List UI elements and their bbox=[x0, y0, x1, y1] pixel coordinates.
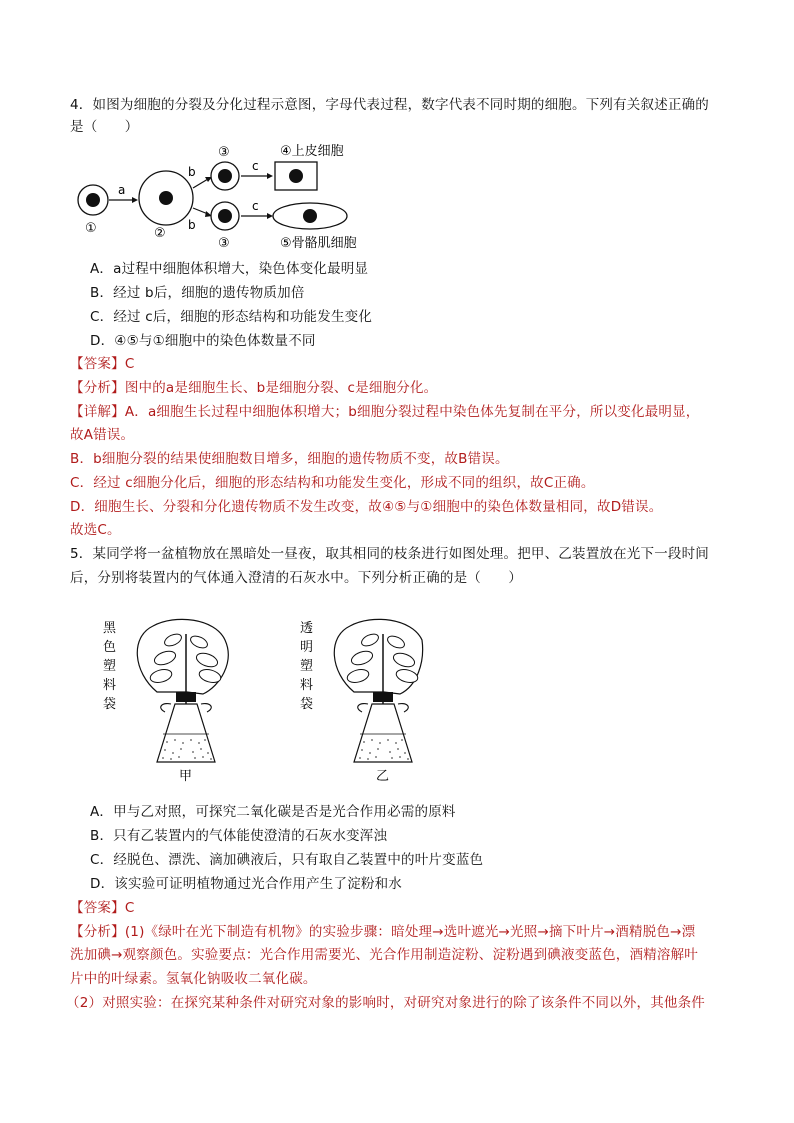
left-bag-char: 塑 bbox=[103, 659, 117, 674]
arrow-c-bottom-icon bbox=[267, 213, 273, 219]
q4-option-c: C．经过 c后，细胞的形态结构和功能发生变化 bbox=[90, 309, 373, 325]
answer-tag: 【答案】 bbox=[70, 356, 125, 372]
q4-analysis bbox=[70, 377, 730, 399]
analysis-text: (1)《绿叶在光下制造有机物》的实验步骤：暗处理→选叶遮光→光照→摘下叶片→酒精脱色→漂 bbox=[124, 924, 696, 940]
apparatus-jia bbox=[103, 619, 228, 784]
q5-analysis-line2: 洗加碘→观察颜色。实验要点：光合作用需要光、光合作用制造淀粉、淀粉遇到碘液变蓝色，酒精溶解叶 bbox=[70, 947, 699, 963]
analysis-tag: 【分析】 bbox=[70, 380, 125, 396]
q4-detail-line5: D．细胞生长、分裂和分化遗传物质不发生改变，故④⑤与①细胞中的染色体数量相同，故D错误。 bbox=[70, 499, 663, 515]
q4-detail-line3: B．b细胞分裂的结果使细胞数目增多，细胞的遗传物质不变，故B错误。 bbox=[70, 451, 509, 467]
q5-analysis-line4: （2）对照实验：在探究某种条件对研究对象的影响时，对研究对象进行的除了该条件不同以外，其他条件 bbox=[66, 995, 705, 1011]
q4-option-b: B．经过 b后，细胞的遗传物质加倍 bbox=[90, 285, 305, 301]
label-yi: 乙 bbox=[376, 769, 390, 784]
q5-analysis-line3: 片中的叶绿素。氢氧化钠吸收二氧化碳。 bbox=[70, 971, 317, 987]
q4-option-d: D．④⑤与①细胞中的染色体数量不同 bbox=[90, 333, 316, 349]
label-skeletal: ⑤骨骼肌细胞 bbox=[280, 236, 357, 251]
arrow-c-top-icon bbox=[267, 173, 273, 179]
label-3-top: ③ bbox=[218, 145, 230, 160]
q5-option-d: D．该实验可证明植物通过光合作用产生了淀粉和水 bbox=[90, 876, 402, 892]
answer-value: C bbox=[124, 356, 135, 372]
q4-detail-line4: C．经过 c细胞分化后，细胞的形态结构和功能发生变化，形成不同的组织，故C正确。 bbox=[70, 475, 595, 491]
right-bag-char: 料 bbox=[300, 678, 314, 693]
letter-c-top: c bbox=[252, 159, 259, 173]
label-3-bottom: ③ bbox=[218, 236, 230, 251]
letter-b-top: b bbox=[188, 165, 196, 179]
answer-tag: 【答案】 bbox=[70, 900, 125, 916]
q4-detail-line1 bbox=[70, 401, 730, 423]
q5-stem-line2: 后，分别将装置内的气体通入澄清的石灰水中。下列分析正确的是（ ） bbox=[70, 570, 523, 586]
q5-option-a: A．甲与乙对照，可探究二氧化碳是否是光合作用必需的原料 bbox=[90, 804, 456, 820]
right-bag-char: 塑 bbox=[300, 659, 314, 674]
analysis-tag: 【分析】 bbox=[70, 924, 125, 940]
flask bbox=[354, 704, 412, 762]
q4-stem-line1: 4．如图为细胞的分裂及分化过程示意图，字母代表过程，数字代表不同时期的细胞。下列有关叙述正确的 bbox=[70, 97, 709, 113]
flask bbox=[157, 704, 215, 762]
letter-b-bottom: b bbox=[188, 218, 196, 232]
left-bag-char: 袋 bbox=[103, 697, 117, 712]
analysis-text: 图中的a是细胞生长、b是细胞分裂、c是细胞分化。 bbox=[124, 380, 438, 396]
right-bag-char: 明 bbox=[300, 640, 314, 655]
plant-experiment-diagram bbox=[95, 612, 425, 792]
answer-value: C bbox=[124, 900, 135, 916]
letter-c-bottom: c bbox=[252, 199, 259, 213]
q4-detail-line2: 故A错误。 bbox=[70, 427, 135, 443]
cell-2-nucleus bbox=[159, 191, 173, 205]
q4-answer bbox=[70, 353, 730, 375]
q4-stem-line2: 是（ ） bbox=[70, 119, 139, 135]
detail-tag: 【详解】 bbox=[70, 404, 125, 420]
stopper bbox=[176, 692, 196, 702]
left-bag-char: 料 bbox=[103, 678, 117, 693]
left-bag-char: 色 bbox=[103, 640, 117, 655]
right-bag-char: 袋 bbox=[300, 697, 314, 712]
arrow-a-icon bbox=[132, 197, 138, 203]
left-bag-char: 黑 bbox=[103, 621, 117, 636]
cell-division-diagram bbox=[70, 140, 390, 255]
q4-detail-line6: 故选C。 bbox=[70, 522, 121, 538]
q5-analysis-line1 bbox=[70, 921, 730, 943]
apparatus-yi bbox=[300, 619, 423, 784]
right-bag-char: 透 bbox=[300, 621, 314, 636]
label-jia: 甲 bbox=[179, 769, 193, 784]
q5-answer bbox=[70, 897, 730, 919]
q4-option-a: A．a过程中细胞体积增大，染色体变化最明显 bbox=[90, 261, 369, 277]
q5-option-b: B．只有乙装置内的气体能使澄清的石灰水变浑浊 bbox=[90, 828, 388, 844]
detail-text: A．a细胞生长过程中细胞体积增大；b细胞分裂过程中染色体先复制在平分，所以变化最明显， bbox=[124, 404, 700, 420]
label-epithelial: ④上皮细胞 bbox=[280, 144, 344, 159]
cell-1-nucleus bbox=[86, 193, 100, 207]
q5-stem-line1: 5．某同学将一盆植物放在黑暗处一昼夜，取其相同的枝条进行如图处理。把甲、乙装置放在光下一段时间 bbox=[70, 546, 709, 562]
stopper bbox=[373, 692, 393, 702]
letter-a: a bbox=[118, 183, 126, 197]
label-2: ② bbox=[154, 226, 166, 241]
label-1: ① bbox=[85, 221, 97, 236]
q5-option-c: C．经脱色、漂洗、滴加碘液后，只有取自乙装置中的叶片变蓝色 bbox=[90, 852, 484, 868]
